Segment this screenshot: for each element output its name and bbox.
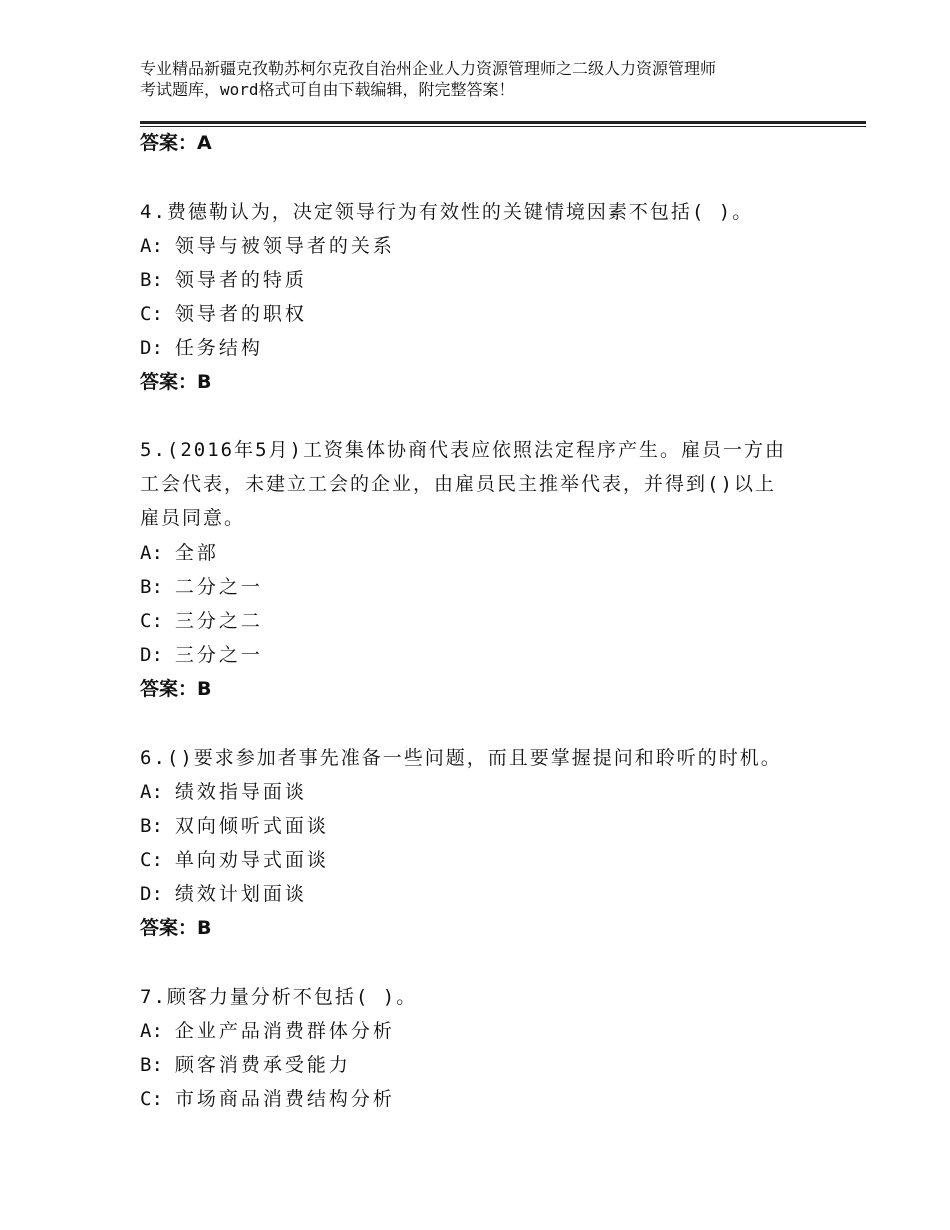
option-text: 市场商品消费结构分析 [174, 1088, 395, 1110]
option-letter: C: [140, 610, 163, 632]
question-6-answer: 答案：B [140, 917, 212, 939]
question-5-option-a [140, 541, 219, 565]
option-text: 二分之一 [174, 576, 263, 598]
header-rule-thin [140, 126, 866, 127]
previous-answer: 答案：A [140, 132, 212, 154]
option-letter: B: [140, 815, 163, 837]
question-5-text-line-1: 5.(2016年5月)工资集体协商代表应依照法定程序产生。雇员一方由 [140, 439, 786, 461]
option-text: 绩效计划面谈 [174, 883, 307, 905]
question-7-option-c [140, 1087, 395, 1111]
question-5-option-b [140, 575, 263, 599]
option-letter: A: [140, 781, 163, 803]
option-letter: C: [140, 1088, 163, 1110]
option-letter: D: [140, 883, 163, 905]
option-letter: D: [140, 644, 163, 666]
question-5-option-c [140, 609, 263, 633]
question-7-option-b [140, 1053, 351, 1077]
header-line-2: 考试题库，word格式可自由下载编辑，附完整答案！ [140, 80, 515, 99]
option-text: 领导与被领导者的关系 [174, 235, 395, 257]
option-letter: A: [140, 1020, 163, 1042]
option-letter: A: [140, 235, 163, 257]
option-letter: B: [140, 576, 163, 598]
option-text: 领导者的特质 [174, 269, 307, 291]
option-letter: B: [140, 1054, 163, 1076]
option-text: 全部 [174, 542, 219, 564]
question-5-text-line-2: 工会代表，未建立工会的企业，由雇员民主推举代表，并得到()以上 [140, 473, 776, 495]
option-letter: C: [140, 303, 163, 325]
option-text: 三分之一 [174, 644, 263, 666]
option-text: 领导者的职权 [174, 303, 307, 325]
question-4-option-b [140, 268, 307, 292]
question-4-answer: 答案：B [140, 371, 212, 393]
option-text: 三分之二 [174, 610, 263, 632]
option-text: 任务结构 [174, 337, 263, 359]
question-6-text: 6.()要求参加者事先准备一些问题，而且要掌握提问和聆听的时机。 [140, 747, 782, 769]
option-letter: A: [140, 542, 163, 564]
header-rule-thick [140, 121, 866, 124]
question-6-option-c [140, 848, 329, 872]
question-4-option-d [140, 336, 263, 360]
option-text: 企业产品消费群体分析 [174, 1020, 395, 1042]
option-letter: C: [140, 849, 163, 871]
question-5-answer: 答案：B [140, 678, 212, 700]
document-header [140, 58, 840, 100]
question-4-text: 4.费德勒认为，决定领导行为有效性的关键情境因素不包括( )。 [140, 201, 754, 223]
question-5-text-line-3: 雇员同意。 [140, 507, 246, 529]
question-7-option-a [140, 1019, 395, 1043]
option-text: 双向倾听式面谈 [174, 815, 329, 837]
question-4-option-c [140, 302, 307, 326]
question-5-option-d [140, 643, 263, 667]
question-4-option-a [140, 234, 395, 258]
question-6-option-a [140, 780, 307, 804]
option-letter: B: [140, 269, 163, 291]
option-text: 绩效指导面谈 [174, 781, 307, 803]
option-letter: D: [140, 337, 163, 359]
question-7-text: 7.顾客力量分析不包括( )。 [140, 986, 418, 1008]
question-6-option-d [140, 882, 307, 906]
option-text: 单向劝导式面谈 [174, 849, 329, 871]
question-6-option-b [140, 814, 329, 838]
header-line-1: 专业精品新疆克孜勒苏柯尔克孜自治州企业人力资源管理师之二级人力资源管理师 [140, 59, 717, 78]
option-text: 顾客消费承受能力 [174, 1054, 351, 1076]
